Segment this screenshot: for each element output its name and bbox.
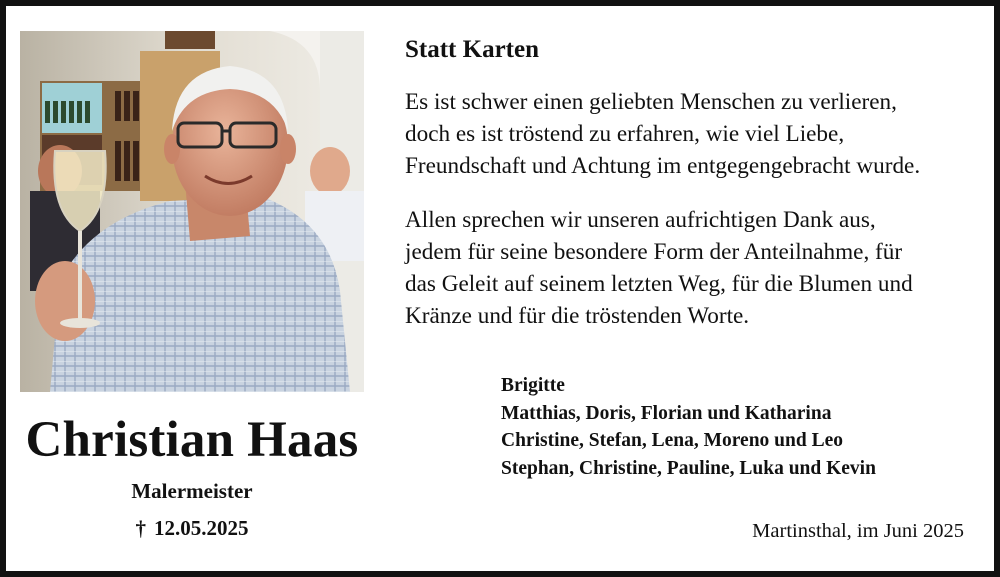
- place-and-date: Martinsthal, im Juni 2025: [752, 520, 964, 542]
- text-line: doch es ist tröstend zu erfahren, wie viel Liebe,: [405, 121, 845, 147]
- family-line: Matthias, Doris, Florian und Katharina: [501, 402, 832, 424]
- text-line: Freundschaft und Achtung im entgegengebracht wurde.: [405, 153, 921, 179]
- profession: Malermeister: [131, 479, 253, 503]
- family-line: Stephan, Christine, Pauline, Luka und Kevin: [501, 457, 876, 479]
- text-line: jedem für seine besondere Form der Anteilnahme, für: [405, 239, 903, 265]
- family-line: Christine, Stefan, Lena, Moreno und Leo: [501, 430, 843, 451]
- text-line: Kränze und für die tröstenden Worte.: [405, 303, 750, 329]
- deceased-name: Christian Haas: [25, 412, 359, 468]
- family-line: Brigitte: [501, 375, 565, 396]
- paragraph-thanks: [405, 204, 975, 332]
- portrait-photo: [20, 31, 364, 392]
- text-line: Allen sprechen wir unseren aufrichtigen Dank aus,: [405, 207, 876, 233]
- text-line: das Geleit auf seinem letzten Weg, für die Blumen und: [405, 271, 913, 297]
- death-date-line: [20, 515, 364, 541]
- text-line: Es ist schwer einen geliebten Menschen zu verlieren,: [405, 89, 897, 115]
- paragraph-consolation: [405, 86, 975, 182]
- notice-heading: Statt Karten: [405, 36, 539, 63]
- death-date: 12.05.2025: [154, 516, 249, 540]
- family-signatures: [501, 372, 876, 482]
- cross-icon: †: [135, 516, 146, 540]
